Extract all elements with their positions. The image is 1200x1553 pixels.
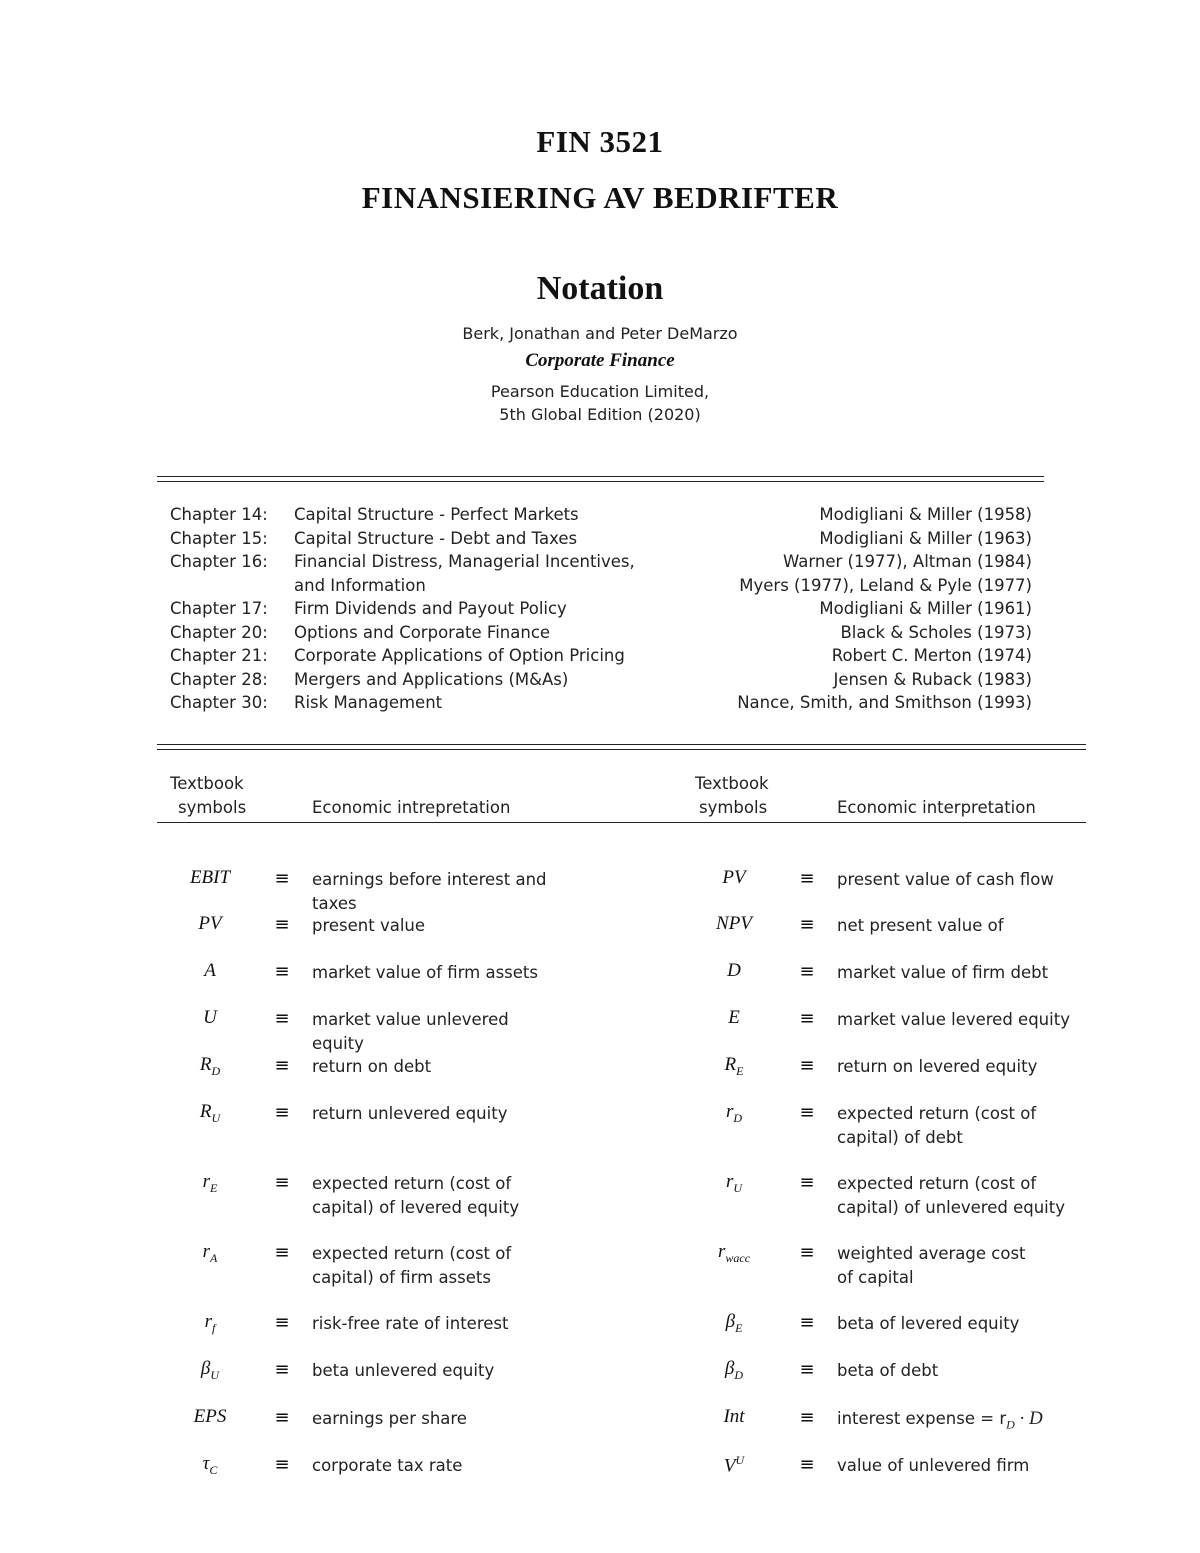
- symbol: [684, 1453, 784, 1477]
- symbol: [684, 1171, 784, 1196]
- symbol-base: U: [203, 1007, 217, 1028]
- description-text: expected return (cost of: [837, 1104, 1037, 1123]
- description-line-1: [312, 1454, 562, 1478]
- symbol-base: EPS: [193, 1406, 227, 1427]
- symbol-base: A: [204, 960, 216, 981]
- description-line-1: [837, 914, 1087, 938]
- description-subscript: D: [1006, 1417, 1015, 1432]
- chapter-title: and Information: [294, 575, 426, 595]
- symbol-base: τ: [202, 1453, 210, 1474]
- chapter-reference: Modigliani & Miller (1963): [819, 528, 1032, 548]
- symbol: [160, 1241, 260, 1266]
- description-text: beta of levered equity: [837, 1314, 1020, 1333]
- symbol-base: R: [199, 1101, 212, 1122]
- chapter-reference: Nance, Smith, and Smithson (1993): [737, 693, 1032, 712]
- chapter-row: [0, 503, 1200, 527]
- chapter-title: Capital Structure - Debt and Taxes: [294, 528, 578, 548]
- equivalence-sign: ≡: [274, 1312, 290, 1333]
- course-title: FINANSIERING AV BEDRIFTER: [361, 180, 839, 215]
- chapter-number: Chapter 16:: [170, 552, 268, 571]
- description-text: beta unlevered equity: [312, 1361, 495, 1380]
- description-text: net present value of: [837, 916, 1004, 935]
- symbol-subscript: E: [735, 1320, 743, 1335]
- chapter-title: Firm Dividends and Payout Policy: [294, 599, 567, 618]
- description-text: present value of cash flow: [837, 870, 1054, 889]
- symbol-description: [837, 1102, 1087, 1150]
- chapter-row: [0, 574, 1200, 598]
- equivalence-sign: ≡: [799, 868, 815, 889]
- equivalence-sign: ≡: [799, 1055, 815, 1076]
- equivalence-sign: ≡: [274, 1008, 290, 1029]
- chapter-row: [0, 550, 1200, 574]
- symbol-description: [312, 1055, 562, 1079]
- reference-publisher: Pearson Education Limited,: [490, 382, 710, 401]
- equivalence-sign: ≡: [799, 914, 815, 935]
- equivalence-sign: ≡: [274, 1359, 290, 1380]
- equivalence-sign: ≡: [799, 1102, 815, 1123]
- symbol-description: [312, 1102, 562, 1126]
- description-line-1: [312, 1008, 562, 1056]
- description-line-1: [837, 1102, 1087, 1126]
- description-text: weighted average cost: [837, 1244, 1026, 1263]
- description-line-2: capital) of debt: [837, 1128, 963, 1147]
- symbol-description: [837, 914, 1087, 938]
- symbol: [684, 1007, 784, 1029]
- symbol-description: [837, 1454, 1087, 1478]
- description-line-1: [837, 1359, 1087, 1383]
- symbol: [160, 1171, 260, 1196]
- description-line-1: [837, 961, 1087, 985]
- reference-book-title: Corporate Finance: [525, 350, 675, 371]
- symbol-base: R: [724, 1054, 737, 1075]
- description-line-1: [312, 1055, 562, 1079]
- description-text: earnings before interest and taxes: [312, 870, 547, 913]
- chapter-title: Options and Corporate Finance: [294, 622, 551, 642]
- description-text: expected return (cost of: [312, 1244, 512, 1263]
- symbol-subscript: D: [733, 1110, 743, 1125]
- equivalence-sign: ≡: [274, 1102, 290, 1123]
- symbol-description: [837, 1008, 1087, 1032]
- description-line-1: [837, 1312, 1087, 1336]
- chapter-row: [0, 691, 1200, 715]
- description-text: beta of debt: [837, 1361, 939, 1380]
- description-line-1: [312, 1172, 562, 1196]
- equivalence-sign: ≡: [274, 868, 290, 889]
- symbol-superscript: U: [735, 1453, 745, 1467]
- chapter-number: Chapter 21:: [170, 646, 268, 665]
- chapter-title: Financial Distress, Managerial Incentives,: [294, 552, 635, 571]
- description-line-1: [837, 1407, 1087, 1436]
- chapter-row: [0, 597, 1200, 621]
- chapter-reference: Myers (1977), Leland & Pyle (1977): [739, 575, 1032, 595]
- symbol-base: β: [725, 1311, 736, 1332]
- symbol-base: PV: [722, 867, 746, 888]
- symbol-base: β: [724, 1358, 735, 1379]
- header-interpretation-left: Economic intrepretation: [312, 798, 511, 817]
- equivalence-sign: ≡: [274, 1242, 290, 1263]
- symbol-description: [837, 1359, 1087, 1383]
- symbol-description: [312, 1454, 562, 1478]
- equivalence-sign: ≡: [799, 1359, 815, 1380]
- symbol-base: r: [202, 1241, 211, 1262]
- description-line-2: capital) of unlevered equity: [837, 1198, 1065, 1217]
- description-line-1: [312, 1102, 562, 1126]
- description-text: risk-free rate of interest: [312, 1314, 509, 1333]
- symbol: [160, 913, 260, 935]
- symbol: [160, 1406, 260, 1428]
- chapter-title: Risk Management: [294, 693, 443, 712]
- chapter-row: [0, 644, 1200, 668]
- description-text: market value unlevered equity: [312, 1010, 509, 1053]
- description-line-1: [312, 868, 562, 916]
- symbol: [160, 1007, 260, 1029]
- header-symbols-right-1: Textbook: [695, 774, 769, 793]
- reference-edition: 5th Global Edition (2020): [499, 405, 701, 424]
- chapter-number: Chapter 17:: [170, 599, 268, 618]
- symbol-subscript: E: [736, 1063, 744, 1078]
- symbol: [160, 1358, 260, 1383]
- description-text: expected return (cost of: [837, 1174, 1037, 1193]
- symbol-subscript: A: [210, 1250, 218, 1265]
- symbol: [160, 1054, 260, 1079]
- symbol: [160, 867, 260, 889]
- symbol-base: r: [725, 1101, 734, 1122]
- symbol-base: EBIT: [189, 867, 231, 888]
- chapter-reference: Robert C. Merton (1974): [831, 646, 1032, 665]
- symbol-base: R: [199, 1054, 212, 1075]
- description-line-1: [312, 1407, 562, 1431]
- symbol-subscript: E: [210, 1180, 218, 1195]
- equivalence-sign: ≡: [274, 1454, 290, 1475]
- description-text: interest expense = r: [837, 1409, 1007, 1428]
- equivalence-sign: ≡: [274, 914, 290, 935]
- chapter-title: Mergers and Applications (M&As): [294, 669, 569, 689]
- header-symbols-left-1: Textbook: [170, 774, 244, 793]
- equivalence-sign: ≡: [799, 1312, 815, 1333]
- symbol-description: [312, 1172, 562, 1220]
- symbol-base: NPV: [716, 913, 752, 934]
- equivalence-sign: ≡: [274, 1407, 290, 1428]
- description-text: return unlevered equity: [312, 1104, 508, 1123]
- symbol-description: [837, 961, 1087, 985]
- equivalence-sign: ≡: [274, 1055, 290, 1076]
- description-line-1: [837, 1055, 1087, 1079]
- chapter-reference: Modigliani & Miller (1958): [819, 505, 1032, 524]
- description-text: expected return (cost of: [312, 1174, 512, 1193]
- description-text: corporate tax rate: [312, 1456, 463, 1475]
- symbol: [684, 1406, 784, 1428]
- header-symbols-left-2: symbols: [178, 798, 247, 817]
- description-text: return on levered equity: [837, 1057, 1038, 1076]
- description-text: value of unlevered firm: [837, 1456, 1030, 1475]
- chapter-number: Chapter 28:: [170, 669, 268, 689]
- description-tail: · D: [1014, 1408, 1043, 1429]
- description-text: return on debt: [312, 1057, 432, 1076]
- equivalence-sign: ≡: [799, 1172, 815, 1193]
- description-text: market value of firm debt: [837, 963, 1049, 982]
- equivalence-sign: ≡: [274, 961, 290, 982]
- description-text: market value levered equity: [837, 1010, 1070, 1029]
- symbol-base: r: [204, 1311, 213, 1332]
- symbol-description: [837, 1242, 1087, 1290]
- symbol-description: [312, 914, 562, 938]
- description-line-1: [312, 914, 562, 938]
- page-heading: Notation: [536, 270, 664, 307]
- description-line-1: [837, 1242, 1087, 1266]
- symbol: [684, 867, 784, 889]
- equivalence-sign: ≡: [799, 1008, 815, 1029]
- double-rule-mid-2: [157, 749, 1086, 750]
- header-rule: [157, 822, 1086, 823]
- symbol: [684, 1311, 784, 1336]
- symbol-description: [312, 1359, 562, 1383]
- double-rule-mid-1: [157, 744, 1086, 745]
- description-line-2: capital) of levered equity: [312, 1198, 520, 1217]
- course-code: FIN 3521: [536, 124, 664, 159]
- symbol: [160, 960, 260, 982]
- symbol-base: PV: [198, 913, 222, 934]
- symbol-subscript: U: [211, 1110, 221, 1125]
- symbol-base: D: [727, 960, 741, 981]
- symbol-base: β: [200, 1358, 211, 1379]
- description-line-2: capital) of firm assets: [312, 1268, 491, 1287]
- symbol-subscript: f: [212, 1320, 216, 1335]
- description-line-1: [312, 961, 562, 985]
- chapter-number: Chapter 20:: [170, 622, 268, 642]
- symbol-subscript: U: [733, 1180, 743, 1195]
- symbol: [684, 960, 784, 982]
- header-interpretation-right: Economic interpretation: [837, 798, 1036, 817]
- symbol-subscript: D: [734, 1367, 744, 1382]
- chapter-reference: Modigliani & Miller (1961): [819, 599, 1032, 618]
- chapter-title: Corporate Applications of Option Pricing: [294, 646, 625, 665]
- equivalence-sign: ≡: [274, 1172, 290, 1193]
- chapter-title: Capital Structure - Perfect Markets: [294, 505, 579, 524]
- equivalence-sign: ≡: [799, 961, 815, 982]
- description-text: present value: [312, 916, 426, 935]
- description-line-2: of capital: [837, 1268, 914, 1287]
- description-line-1: [837, 1454, 1087, 1478]
- chapter-number: Chapter 15:: [170, 528, 268, 548]
- symbol-subscript: wacc: [725, 1250, 751, 1265]
- description-line-1: [312, 1242, 562, 1266]
- symbol-description: [312, 1242, 562, 1290]
- chapter-row: [0, 668, 1200, 692]
- equivalence-sign: ≡: [799, 1454, 815, 1475]
- chapter-number: Chapter 30:: [170, 693, 268, 712]
- header-symbols-right-2: symbols: [699, 798, 768, 817]
- description-line-1: [837, 1008, 1087, 1032]
- equivalence-sign: ≡: [799, 1407, 815, 1428]
- symbol-subscript: D: [211, 1063, 221, 1078]
- symbol-description: [837, 1312, 1087, 1336]
- equivalence-sign: ≡: [799, 1242, 815, 1263]
- description-line-1: [837, 868, 1087, 892]
- chapter-reference: Warner (1977), Altman (1984): [783, 552, 1032, 571]
- symbol: [684, 1101, 784, 1126]
- symbol-base: r: [202, 1171, 211, 1192]
- symbol: [684, 1241, 784, 1266]
- symbol-description: [837, 1055, 1087, 1079]
- symbol: [160, 1453, 260, 1478]
- symbol-base: E: [728, 1007, 740, 1028]
- symbol-description: [312, 1008, 562, 1056]
- description-line-1: [312, 1312, 562, 1336]
- description-text: earnings per share: [312, 1409, 467, 1428]
- symbol-base: V: [723, 1455, 736, 1477]
- chapter-row: [0, 527, 1200, 551]
- symbol-description: [312, 868, 562, 916]
- reference-authors: Berk, Jonathan and Peter DeMarzo: [462, 324, 738, 343]
- symbol-description: [312, 1407, 562, 1431]
- symbol-base: r: [717, 1241, 726, 1262]
- double-rule-top-2: [157, 481, 1044, 482]
- symbol-description: [837, 1172, 1087, 1220]
- symbol-description: [837, 868, 1087, 892]
- description-line-1: [837, 1172, 1087, 1196]
- symbol-description: [312, 1312, 562, 1336]
- symbol-base: r: [725, 1171, 734, 1192]
- description-text: market value of firm assets: [312, 963, 538, 982]
- description-line-1: [312, 1359, 562, 1383]
- chapter-number: Chapter 14:: [170, 505, 268, 524]
- symbol: [684, 1358, 784, 1383]
- symbol: [160, 1101, 260, 1126]
- chapter-row: [0, 621, 1200, 645]
- symbol-description: [837, 1407, 1087, 1436]
- symbol-description: [312, 961, 562, 985]
- symbol-subscript: U: [210, 1367, 220, 1382]
- symbol: [684, 913, 784, 935]
- chapter-reference: Black & Scholes (1973): [840, 622, 1032, 642]
- chapter-reference: Jensen & Ruback (1983): [833, 669, 1032, 689]
- double-rule-top-1: [157, 476, 1044, 477]
- symbol-base: Int: [723, 1406, 745, 1427]
- symbol: [160, 1311, 260, 1336]
- symbol-subscript: C: [209, 1462, 218, 1477]
- symbol: [684, 1054, 784, 1079]
